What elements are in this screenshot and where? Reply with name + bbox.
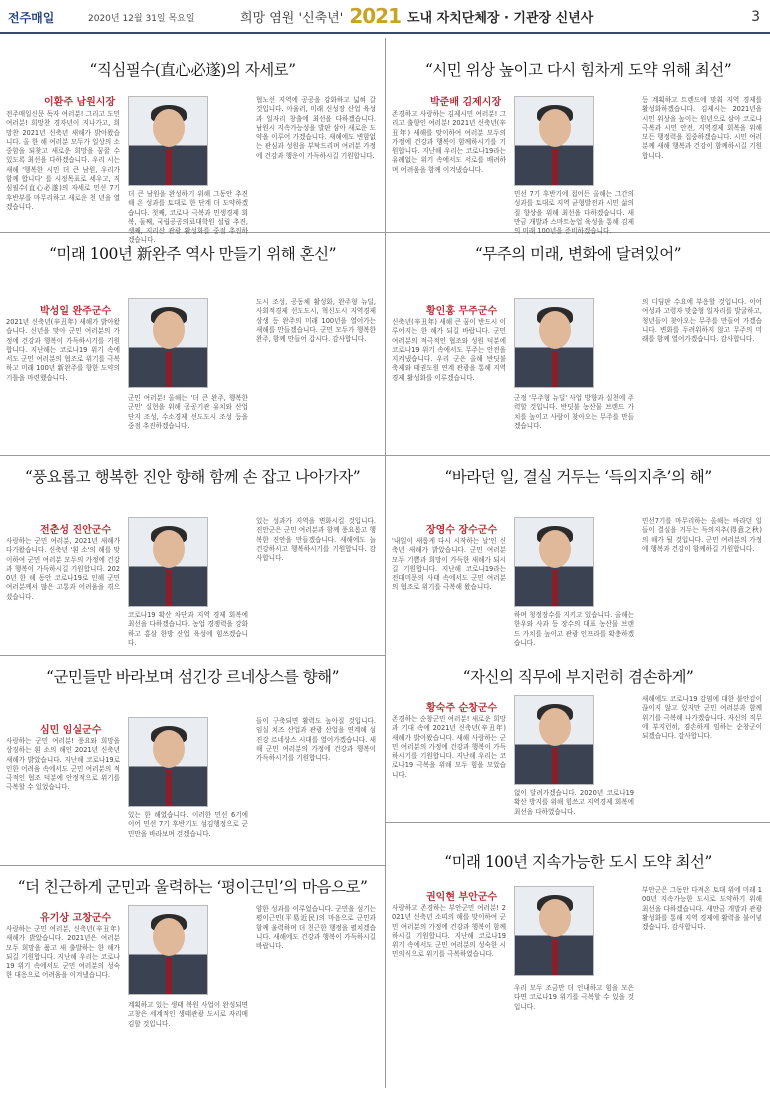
article-body: 더 큰 남원을 완성하기 위해 그동안 추진해 온 성과를 토대로 한 단계 더 도약하겠습니다. 첫째, 코로나 극복과 민생경제 회복, 둘째, 국립공공의료대학원 설립 추진, 셋째, 지리산 관광 활성화를 중점 추진하겠습니다. (128, 190, 248, 245)
author-name: 이환주 남원시장 (44, 97, 116, 108)
article-title: “미래 100년 新완주 역사 만들기 위해 혼신” (48, 245, 337, 263)
article-body: 있는 성과가 지역을 변화시킬 것입니다. 진안군은 군민 여러분과 함께 풍요롭고 행복한 진안을 만들겠습니다. 새해에도 늘 건강하시고 행복하시기를 기원합니다. 감사합니다. (256, 517, 376, 563)
article-body: 존경하고 사랑하는 김제시민 여러분! 그리고 출향인 여러분! 2021년 신축년(辛丑年) 새해를 맞이하여 여러분 모두의 가정에 건강과 행복이 함께하시기를 기원합니다. 지난해 우리는 코로나19라는 유례없는 위기 속에서도 서로를 배려하며 어려움을 함께 이겨냈습니다. (392, 110, 506, 174)
article-title: “시민 위상 높이고 다시 힘차게 도약 위해 최선” (424, 61, 732, 79)
author-name: 유기상 고창군수 (40, 913, 112, 924)
article-body: 등 계획하고 트렌드에 맞춰 지역 경제를 활성화하겠습니다. 김제시는 2021년을 시민 위상을 높이는 원년으로 삼아 코로나 극복과 시민 안전, 지역경제 회복을 위해 모든 행정력을 집중하겠습니다. 시민 여러분께 새해 행복과 건강이 함께하시길 기원합니다. (642, 96, 762, 160)
article-title: “무주의 미래, 변화에 달려있어” (474, 245, 682, 263)
row-divider (0, 455, 770, 456)
author-photo (128, 96, 208, 186)
section-banner (240, 3, 593, 29)
row-divider (0, 865, 385, 866)
author-photo (128, 298, 208, 388)
article-gochang (0, 867, 385, 1090)
article-body: 존경하는 순창군민 여러분! 새로운 희망과 기대 속에 2021년 신축년(辛丑年) 새해가 밝아왔습니다. 새해 사랑하는 군민 여러분의 가정에 건강과 행복이 가득하시기를 기원합니다. 지난해 우리는 코로나19 극복을 위해 모두 힘을 모았습니다. (392, 715, 506, 779)
article-title: “미래 100년 지속가능한 도시 도약 최선” (444, 853, 712, 871)
row-divider (385, 822, 770, 823)
author-photo (514, 517, 594, 607)
author-photo (128, 905, 208, 995)
row-divider (0, 655, 385, 656)
article-body: 전주매일신문 독자 여러분! 그리고 도민여러분! 희망찬 경자년이 지나가고, 희망찬 2021년 신축년 새해가 밝아왔습니다. 올 한 해 여러분 모두가 일상의 소중함을 되찾고 새로운 희망을 꿈꿀 수 있도록 최선을 다하겠습니다. 우리 시는 새해 '행복한 시민 더 큰 남원, 우리가 함께 합니다' 를 시정목표로 세우고, 직심필수(直心必遂)의 자세로 민선 7기 후반부를 마무리하고 새로운 천 년을 열겠습니다. (6, 110, 120, 211)
article-body: 도시 조성, 공동체 활성화, 완주형 뉴딜, 사회적경제 선도도시, 혁신도시 지역경제 상생 등 완주의 미래 100년을 열어가는 새해를 만들겠습니다. 군민 모두가 행복한 완주, 함께 만들어 갑시다. 감사합니다. (256, 298, 376, 344)
page-header (0, 0, 770, 34)
author-photo (128, 517, 208, 607)
article-body: 부안군은 그동안 다져온 토대 위에 미래 100년 지속가능한 도시로 도약하기 위해 최선을 다하겠습니다. 새만금 개발과 관광 활성화를 통해 지역 경제에 활력을 불어넣겠습니다. 감사합니다. (642, 886, 762, 932)
article-title: “군민들만 바라보며 섬긴강 르네상스를 향해” (45, 668, 340, 686)
article-wanju (0, 234, 385, 454)
author-name: 박준배 김제시장 (430, 97, 502, 108)
article-title: “바라던 일, 결실 거두는 ‘득의지추’의 해” (444, 468, 712, 486)
author-name: 장영수 장수군수 (426, 525, 498, 536)
article-buan (386, 824, 770, 1090)
article-body: 하며 청정장수를 지키고 있습니다. 올해는 한우와 사과 등 장수의 대표 농산물 브랜드 가치를 높이고 관광 인프라를 확충하겠습니다. (514, 611, 634, 647)
article-body: 양한 성과를 이루었습니다. 군민을 섬기는 평이근민(平易近民)의 마음으로 군민과 함께 울력하며 더 친근한 행정을 펼치겠습니다. 새해에도 건강과 행복이 가득하시길 바랍니다. (256, 905, 376, 951)
page-number: 3 (751, 9, 760, 25)
article-body: 없이 달려가겠습니다. 2020년 코로나19 확산 방지를 위해 힘쓰고 지역경제 회복에 최선을 다하였습니다. (514, 789, 634, 816)
article-body: 새해에도 코로나19 감염에 대한 불안감이 끊이지 않고 있지만 군민 여러분과 함께 위기를 극복해 나가겠습니다. 자신의 직무에 부지런히, 겸손하게 임하는 순창군이 되겠습니다. 감사합니다. (642, 695, 762, 741)
article-body: 군정 '무주형 뉴딜' 사업 방향과 실천에 주력할 것입니다. 반딧불 농산물 브랜드 가치를 높이고 사람이 찾아오는 무주를 만들겠습니다. (514, 394, 634, 430)
article-namwon (0, 38, 385, 245)
article-body: 군민 여러분! 올해는 '더 큰 완주, 행복한 군민' 실현을 위해 공공기관 유치와 산업단지 조성, 수소경제 선도도시 조성 등을 중점 추진하겠습니다. (128, 394, 248, 430)
article-title: “더 친근하게 군민과 울력하는 ‘평이근민’의 마음으로” (17, 878, 368, 896)
article-title: “자신의 직무에 부지런히 겸손하게” (462, 668, 694, 686)
article-title: “풍요롭고 행복한 진안 향해 함께 손 잡고 나아가자” (24, 468, 361, 486)
author-photo (514, 96, 594, 186)
article-body: 민선 7기 후반기에 접어든 올해는 그간의 성과를 토대로 지역 균형발전과 시민 삶의 질 향상을 위해 최선을 다하겠습니다. 새만금 개발과 스마트농업 육성을 통해 김제의 미래 100년을 준비하겠습니다. (514, 190, 634, 236)
article-body: '내일이 새롭게 다시 시작하는 날'인 신축년 새해가 밝았습니다. 군민 여러분 모두 기쁨과 희망이 가득한 새해가 되시길 기원합니다. 지난해 코로나19라는 전대미문의 사태 속에서도 군민 여러분의 협조로 위기를 극복해 왔습니다. (392, 537, 506, 592)
author-name: 전춘성 진안군수 (40, 525, 112, 536)
article-gimje (386, 38, 770, 236)
row-divider (0, 232, 770, 233)
newspaper-logo: 전주매일 (8, 11, 55, 25)
article-body: 의 디딤판 수요에 부응할 것입니다. 이어 여성과 고령자 맞춤형 일자리를 발굴하고, 청년들이 찾아오는 무주를 만들어 가겠습니다. 변화를 두려워하지 않고 무주의 미래를 함께 열어가겠습니다. 감사합니다. (642, 298, 762, 344)
author-photo (514, 695, 594, 785)
article-muju (386, 234, 770, 454)
article-jangsu (386, 457, 770, 654)
author-photo (514, 298, 594, 388)
author-photo (514, 886, 594, 976)
author-name: 황숙주 순창군수 (426, 703, 498, 714)
author-name: 황인홍 무주군수 (426, 306, 498, 317)
article-body: 계획하고 있는 생태 복원 사업이 완성되면 고창은 세계적인 생태관광 도시로 자리매김할 것입니다. (128, 1001, 248, 1028)
article-body: 사랑하는 군민 여러분, 2021년 새해가 다가왔습니다. 신축년 '흰 소'의 해를 맞이하여 군민 여러분 모두의 가정에 건강과 행복이 가득하시길 기원합니다. 2020년 한 해 동안 코로나19로 인해 군민 여러분께서 많은 고통과 어려움을 겪으셨습니다. (6, 537, 120, 601)
article-sunchang (386, 657, 770, 821)
article-body: 사랑하고 존경하는 부안군민 여러분! 2021년 신축년 소띠의 해를 맞이하여 군민 여러분의 가정에 건강과 행복이 함께하시길 기원합니다. 지난해 코로나19 위기 속에서도 군민 여러분의 성숙한 시민의식으로 위기를 극복하였습니다. (392, 904, 506, 959)
article-title: “직심필수(直心必遂)의 자세로” (89, 61, 296, 79)
article-jinan (0, 457, 385, 654)
article-body: 신축년(辛丑年) 새해 큰 꿈이 반드시 이루어지는 한 해가 되길 바랍니다. 군민 여러분의 적극적인 협조와 성원 덕분에 코로나19 위기 속에서도 무주는 안전을 지켜냈습니다. 우리 군은 올해 반딧불 축제와 태권도원 연계 관광을 통해 지역경제 활성화를 이루겠습니다. (392, 318, 506, 382)
issue-date: 2020년 12월 31일 목요일 (88, 14, 195, 24)
banner-year: 2021 (349, 4, 401, 28)
author-name: 심민 임실군수 (40, 725, 102, 736)
article-body: 사랑하는 군민 여러분, 신축년(辛丑年) 새해가 밝았습니다. 2021년은 여러분 모두 희망을 품고 새 출발하는 한 해가 되길 기원합니다. 지난해 우리는 코로나19 위기 속에서도 군민 여러분의 성숙한 대응으로 어려움을 이겨냈습니다. (6, 925, 120, 980)
article-body: 들이 구축되면 활력도 높아질 것입니다. 임실 치즈 산업과 관광 산업을 연계해 섬진강 르네상스 시대를 열어가겠습니다. 새해 군민 여러분의 가정에 건강과 행복이 가득하시기를 기원합니다. (256, 717, 376, 763)
author-name: 권익현 부안군수 (426, 892, 498, 903)
banner-subtitle: 도내 자치단체장 · 기관장 신년사 (407, 10, 594, 26)
article-body: 2021년 신축년(辛丑年) 새해가 밝아왔습니다. 신년을 맞아 군민 여러분의 가정에 건강과 행복이 가득하시기를 기원합니다. 지난해는 코로나19 위기 속에서도 군민 여러분의 협조로 위기를 극복하고 미래 100년 新완주를 향한 도약의 기틀을 마련했습니다. (6, 318, 120, 382)
article-body: 우리 모두 조금만 더 인내하고 힘을 모은다면 코로나19 위기를 극복할 수 있을 것입니다. (514, 984, 634, 1011)
article-body: 민선7기를 마무리하는 올해는 바라던 일들이 결실을 거두는 득의지추(得意之秋)의 해가 될 것입니다. 군민 여러분의 가정에 행복과 건강이 함께하길 기원합니다. (642, 517, 762, 553)
article-body: 협노선 지역에 공공을 강화하고 넓혀 갈 것입니다. 아울러, 미래 신성장 산업 육성과 일자리 창출에 최선을 다하겠습니다. 남원시 지속가능성을 발판 삼아 새로운 도약을 이루어 가겠습니다. 새해에도 변함없는 관심과 성원을 부탁드리며 여러분 가정에 건강과 행운이 가득하시길 기원합니다. (256, 96, 376, 160)
author-photo (128, 717, 208, 807)
article-body: 있는 한 해였습니다. 이러한 민선 6기에 이어 민선 7기 후반기도 섬김행정으로 군민만을 바라보며 걷겠습니다. (128, 811, 248, 838)
article-body: 사랑하는 군민 여러분! 풍요와 희망을 상징하는 흰 소의 해인 2021년 신축년 새해가 밝았습니다. 지난해 코로나19로 인한 어려움 속에서도 군민 여러분의 적극적인 협조 덕분에 안정적으로 위기를 극복할 수 있었습니다. (6, 737, 120, 792)
article-body: 코로나19 확산 차단과 지역 경제 회복에 최선을 다하겠습니다. 농업 경쟁력을 강화하고 홍삼 한방 산업 육성에 힘쓰겠습니다. (128, 611, 248, 647)
banner-hope: 희망 염원 '신축년' (240, 10, 344, 26)
author-name: 박성일 완주군수 (40, 306, 112, 317)
article-imsil (0, 657, 385, 863)
